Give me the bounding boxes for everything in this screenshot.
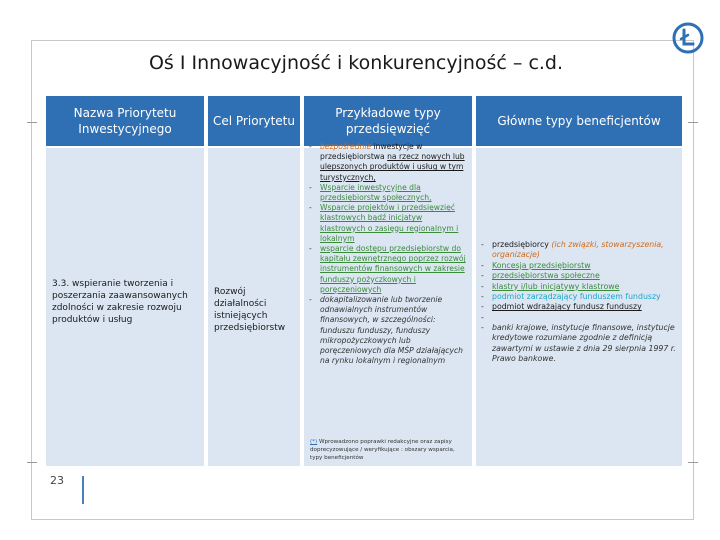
- frame-tick-right-2: [688, 462, 698, 463]
- list-item: - podmiot zarządzający funduszem funduszy: [480, 292, 680, 302]
- priority-name-text: 3.3. wspieranie tworzenia i poszerzania zaawansowanych zdolności w zakresie rozwoju produktów i usług: [52, 279, 188, 325]
- list-item: - podmiot wdrażający fundusz funduszy: [480, 302, 680, 312]
- frame-tick-left-2: [27, 462, 37, 463]
- list-item: - klastry i/lub inicjatywy klastrowe: [480, 282, 680, 292]
- list-spacer: [480, 313, 680, 323]
- list-item: - przedsiębiorstwa społeczne: [480, 271, 680, 281]
- list-item: - przedsiębiorcy (ich związki, stowarzyszenia, organizacje): [480, 240, 680, 261]
- frame-tick-right: [688, 122, 698, 123]
- header-priority-name: Nazwa Priorytetu Inwestycyjnego: [46, 96, 204, 146]
- list-item: - banki krajowe, instytucje finansowe, instytucje kredytowe rozumiane zgodnie z definicją zawartymi w ustawie z dnia 29 sierpnia 1997 r. Prawo bankowe.: [480, 323, 680, 365]
- cell-project-types: [304, 142, 472, 466]
- priority-table: [46, 96, 682, 466]
- page-title: Oś I Innowacyjność i konkurencyjność – c.d.: [148, 52, 564, 74]
- page-number: 23: [50, 474, 64, 487]
- cell-priority-goal: [208, 148, 300, 466]
- priority-goal-text: Rozwój działalności istniejących przedsiębiorstw: [214, 287, 286, 333]
- project-types-list: [308, 142, 468, 366]
- footer-accent-bar: [82, 476, 84, 504]
- editorial-note: (*) Wprowadzono poprawki redakcyjne oraz zapisy doprecyzowujące / weryfikujące : obszary wsparcia, typy beneficjentów: [310, 439, 455, 461]
- list-item: - wsparcie dostępu przedsiębiorstw do kapitału zewnętrznego poprzez rozwój instrumentów finansowych w zakresie funduszy pożyczkowych i poręczeniowych: [308, 244, 468, 295]
- list-item: - bezpośrednie inwestycje w przedsiębiorstwa na rzecz nowych lub ulepszonych produktów i usług w tym turystycznych,: [308, 142, 468, 183]
- list-item: - Koncesja przedsiębiorstw: [480, 261, 680, 271]
- header-priority-goal: Cel Priorytetu: [208, 96, 300, 146]
- list-item: - Wsparcie projektów i przedsięwzięć klastrowych bądź inicjatyw klastrowych o zasięgu regionalnym i lokalnym: [308, 203, 468, 244]
- list-item: - Wsparcie inwestycyjne dla przedsiębiorstw społecznych,: [308, 183, 468, 203]
- beneficiaries-list: [480, 240, 680, 364]
- header-beneficiaries: Główne typy beneficjentów: [476, 96, 682, 146]
- frame-tick-left: [27, 122, 37, 123]
- list-item: - dokapitalizowanie lub tworzenie odnawialnych instrumentów finansowych, w szczególności: funduszu funduszy, funduszy mikropożyczkowych lub poręczeniowych dla MŚP działających na rynku lokalnym i regionalnym: [308, 295, 468, 366]
- cell-beneficiaries: [476, 148, 682, 466]
- header-project-types: Przykładowe typy przedsięwzięć: [304, 96, 472, 146]
- cell-priority-name: [46, 148, 204, 466]
- lodzkie-logo-icon: [672, 22, 704, 54]
